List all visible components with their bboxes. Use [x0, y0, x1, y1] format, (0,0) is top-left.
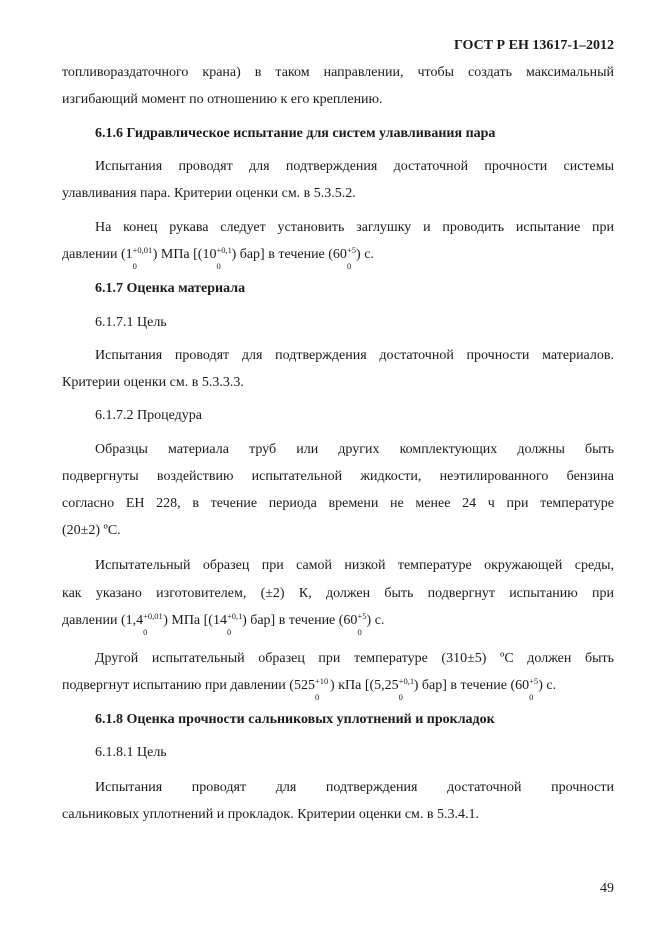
formula-line: [62, 245, 374, 271]
tolerance-lower: 0: [529, 692, 534, 702]
tolerance-upper: +0,1: [398, 676, 415, 686]
section-heading-6-1-8: 6.1.8 Оценка прочности сальниковых уплотнений и прокладок: [95, 712, 495, 727]
paragraph-line: Другой испытательный образец при температуре (310±5) ºС должен быть: [95, 651, 614, 666]
subsection-heading-6-1-7-2: 6.1.7.2 Процедура: [95, 408, 202, 423]
tolerance-upper: +5: [357, 611, 367, 621]
subsection-heading-6-1-8-1: 6.1.8.1 Цель: [95, 745, 167, 760]
tolerance-upper: +5: [529, 676, 539, 686]
page-number: 49: [600, 881, 614, 896]
paragraph-line: согласно ЕН 228, в течение периода времени не менее 24 ч при температуре: [62, 496, 614, 511]
tolerance-upper: +0,1: [216, 245, 232, 255]
text-run: подвергнут испытанию при давлении (525: [62, 678, 315, 693]
formula-line: [62, 611, 385, 637]
text-run: ) МПа [(10: [152, 247, 217, 262]
tolerance-lower: 0: [216, 261, 221, 271]
text-run: ) с.: [538, 678, 557, 693]
tolerance-lower: 0: [314, 692, 320, 702]
paragraph-line: улавливания пара. Критерии оценки см. в 5.3.5.2.: [62, 186, 356, 201]
text-run: ) с.: [366, 613, 385, 628]
text-run: ) бар] в течение (60: [413, 678, 530, 693]
text-run: ) с.: [356, 247, 374, 262]
section-heading-6-1-6: 6.1.6 Гидравлическое испытание для систем улавливания пара: [95, 126, 496, 141]
paragraph-line: Испытания проводят для подтверждения достаточной прочности системы: [95, 159, 614, 174]
tolerance-upper: +0,01: [143, 611, 163, 621]
text-run: давлении (1: [62, 247, 133, 262]
paragraph-line: Испытания проводят для подтверждения достаточной прочности материалов.: [95, 348, 614, 363]
paragraph-line: сальниковых уплотнений и прокладок. Критерии оценки см. в 5.3.4.1.: [62, 807, 480, 822]
text-run: ) МПа [(14: [163, 613, 227, 628]
tolerance-upper: +0,01: [132, 245, 153, 255]
paragraph-line: подвергнуты воздействию испытательной жидкости, неэтилированного бензина: [62, 469, 614, 484]
subsection-heading-6-1-7-1: 6.1.7.1 Цель: [95, 315, 167, 330]
paragraph-line: Испытания проводят для подтверждения достаточной прочности: [95, 780, 614, 795]
section-heading-6-1-7: 6.1.7 Оценка материала: [95, 281, 246, 296]
tolerance-lower: 0: [357, 627, 362, 637]
tolerance-lower: 0: [132, 261, 137, 271]
tolerance-upper: +0,1: [226, 611, 243, 621]
paragraph-line: (20±2) ºС.: [62, 523, 121, 538]
paragraph-line: изгибающий момент по отношению к его креплению.: [62, 92, 383, 107]
tolerance-lower: 0: [398, 692, 403, 702]
paragraph-line: топливораздаточного крана) в таком направлении, чтобы создать максимальный: [62, 65, 614, 80]
tolerance-lower: 0: [346, 261, 352, 271]
text-run: ) бар] в течение (60: [242, 613, 358, 628]
formula-line: [62, 676, 557, 702]
standard-header: ГОСТ Р ЕН 13617-1–2012: [453, 38, 614, 53]
paragraph-line: Образцы материала труб или других комплектующих должны быть: [95, 442, 614, 457]
paragraph-line: как указано изготовителем, (±2) К, должен быть подвергнут испытанию при: [62, 586, 614, 601]
tolerance-upper: +5: [346, 245, 356, 255]
paragraph-line: Критерии оценки см. в 5.3.3.3.: [62, 375, 244, 390]
text-run: ) кПа [(5,25: [330, 678, 399, 693]
paragraph-line: На конец рукава следует установить заглушку и проводить испытание при: [95, 220, 614, 235]
tolerance-lower: 0: [226, 627, 232, 637]
tolerance-lower: 0: [143, 627, 148, 637]
text-run: давлении (1,4: [62, 613, 144, 628]
tolerance-upper: +10: [314, 676, 329, 686]
paragraph-line: Испытательный образец при самой низкой температуре окружающей среды,: [95, 558, 614, 573]
text-run: ) бар] в течение (60: [231, 247, 347, 262]
